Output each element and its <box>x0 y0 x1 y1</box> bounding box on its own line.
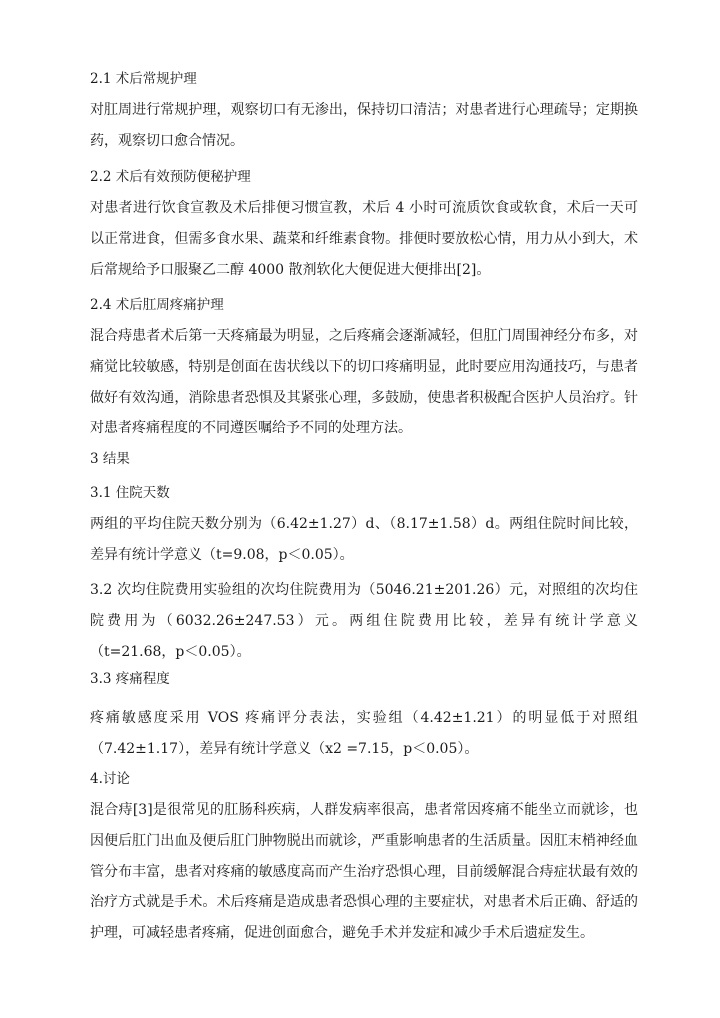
paragraph-2-1: 对肛周进行常规护理，观察切口有无渗出，保持切口清洁；对患者进行心理疏导；定期换药，观察切口愈合情况。 <box>90 102 638 149</box>
section-heading-4: 4.讨论 <box>90 771 130 787</box>
paragraph-2-4: 混合痔患者术后第一天疼痛最为明显，之后疼痛会逐渐减轻，但肛门周围神经分布多，对痛觉比较敏感，特别是创面在齿状线以下的切口疼痛明显，此时要应用沟通技巧，与患者做好有效沟通，消除患者恐惧及其紧张心理，多鼓励，使患者积极配合医护人员治疗。针对患者疼痛程度的不同遵医嘱给予不同的处理方法。 <box>90 328 638 437</box>
paragraph-3-2: 3.2 次均住院费用实验组的次均住院费用为（5046.21±201.26）元，对照组的次均住院费用为（6032.26±247.53）元。两组住院费用比较，差异有统计学意义（t=21.68，p＜0.05）。 <box>90 582 638 660</box>
section-heading-3-1: 3.1 住院天数 <box>90 485 170 501</box>
paragraph-3-3: 疼痛敏感度采用 VOS 疼痛评分表法，实验组（4.42±1.21）的明显低于对照组（7.42±1.17），差异有统计学意义（x2 =7.15，p＜0.05）。 <box>90 710 638 757</box>
paragraph-2-2: 对患者进行饮食宣教及术后排便习惯宣教，术后 4 小时可流质饮食或软食，术后一天可以正常进食，但需多食水果、蔬菜和纤维素食物。排便时要放松心情，用力从小到大，术后常规给予口服聚乙二醇 4000 散剂软化大便促进大便排出[2]。 <box>90 200 638 278</box>
section-heading-2-2: 2.2 术后有效预防便秘护理 <box>90 169 251 185</box>
section-heading-3: 3 结果 <box>90 451 130 467</box>
section-heading-2-1: 2.1 术后常规护理 <box>90 71 197 87</box>
section-heading-2-4: 2.4 术后肛周疼痛护理 <box>90 297 224 313</box>
paragraph-4: 混合痔[3]是很常见的肛肠科疾病，人群发病率很高，患者常因疼痛不能坐立而就诊，也因便后肛门出血及便后肛门肿物脱出而就诊，严重影响患者的生活质量。因肛末梢神经血管分布丰富，患者对疼痛的敏感度高而产生治疗恐惧心理，目前缓解混合痔症状最有效的治疗方式就是手术。术后疼痛是造成患者恐惧心理的主要症状，对患者术后正确、舒适的护理，可减轻患者疼痛，促进创面愈合，避免手术并发症和减少手术后遗症发生。 <box>90 802 638 942</box>
section-heading-3-3: 3.3 疼痛程度 <box>90 671 170 687</box>
paragraph-3-1: 两组的平均住院天数分别为（6.42±1.27）d、（8.17±1.58）d。两组住院时间比较，差异有统计学意义（t=9.08，p＜0.05）。 <box>90 516 638 563</box>
